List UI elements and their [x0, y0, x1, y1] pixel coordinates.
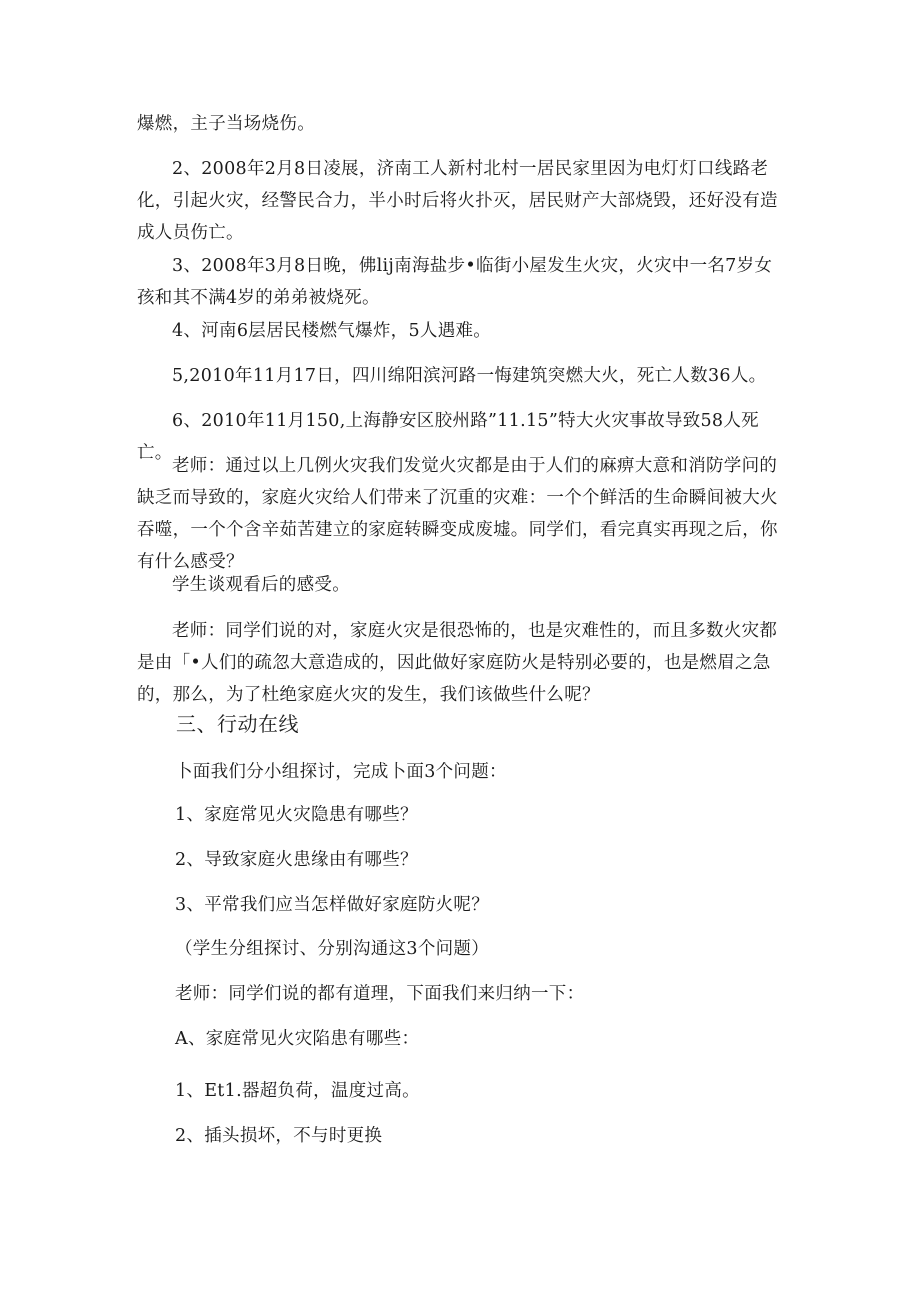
paragraph-teacher-reflection: 老师：通过以上几例火灾我们发觉火灾都是由于人们的麻痹大意和消防学问的缺乏而导致的，家庭火灾给人们带来了沉重的灾难：一个个鲜活的生命瞬间被大火吞噬，一个个含辛茹苦建立的家庭转瞬变成废墟。同学们，看完真实再现之后，你有什么感受？: [137, 456, 778, 572]
question-2: 2、导致家庭火患缘由有哪些？: [175, 850, 418, 870]
teacher-conclusion-intro: 老师：同学们说的都有道理，下面我们来归纳一下：: [175, 984, 585, 1004]
question-1: 1、家庭常见火灾隐患有哪些？: [175, 805, 418, 825]
section-heading: 三、行动在线: [176, 712, 299, 736]
group-discussion-note: （学生分组探讨、分别沟通这3个问题）: [175, 939, 490, 959]
paragraph-case-2: 2、2008年2月8日凌展，济南工人新村北村一居民家里因为电灯灯口线路老化，引起火灾，经警民合力，半小时后将火扑灭，居民财产大部烧毁，还好没有造成人员伤亡。: [137, 159, 778, 243]
paragraph-continuation: 爆燃，主子当场烧伤。: [137, 114, 315, 134]
subsection-a: A、家庭常见火灾陷患有哪些：: [175, 1029, 420, 1049]
paragraph-student-response: 学生谈观看后的感受。: [172, 575, 350, 595]
group-task-intro: 卜面我们分小组探讨，完成卜面3个问题：: [175, 762, 507, 782]
hazard-item-1: 1、Et1.器超负荷，温度过高。: [175, 1081, 420, 1101]
paragraph-case-4: 4、河南6层居民楼燃气爆炸，5人遇难。: [172, 321, 492, 341]
question-3: 3、平常我们应当怎样做好家庭防火呢？: [175, 895, 490, 915]
paragraph-case-5: 5,2010年11月17日，四川绵阳滨河路一悔建筑突燃大火，死亡人数36人。: [172, 366, 767, 386]
paragraph-case-3: 3、2008年3月8日晚，佛lij南海盐步•临街小屋发生火灾，火灾中一名7岁女孩和其不满4岁的弟弟被烧死。: [137, 256, 773, 308]
paragraph-case-6: 6、2010年11月150,上海静安区胶州路”11.15”特大火灾事故导致58人死亡。: [137, 411, 759, 463]
paragraph-teacher-summary: 老师：同学们说的对，家庭火灾是很恐怖的，也是灾难性的，而且多数火灾都是由「•人们的疏忽大意造成的，因此做好家庭防火是特别必要的，也是燃眉之急的，那么，为了杜绝家庭火灾的发生，我们该做些什么呢？: [137, 621, 778, 705]
hazard-item-2: 2、插头损坏，不与时更换: [175, 1126, 383, 1146]
